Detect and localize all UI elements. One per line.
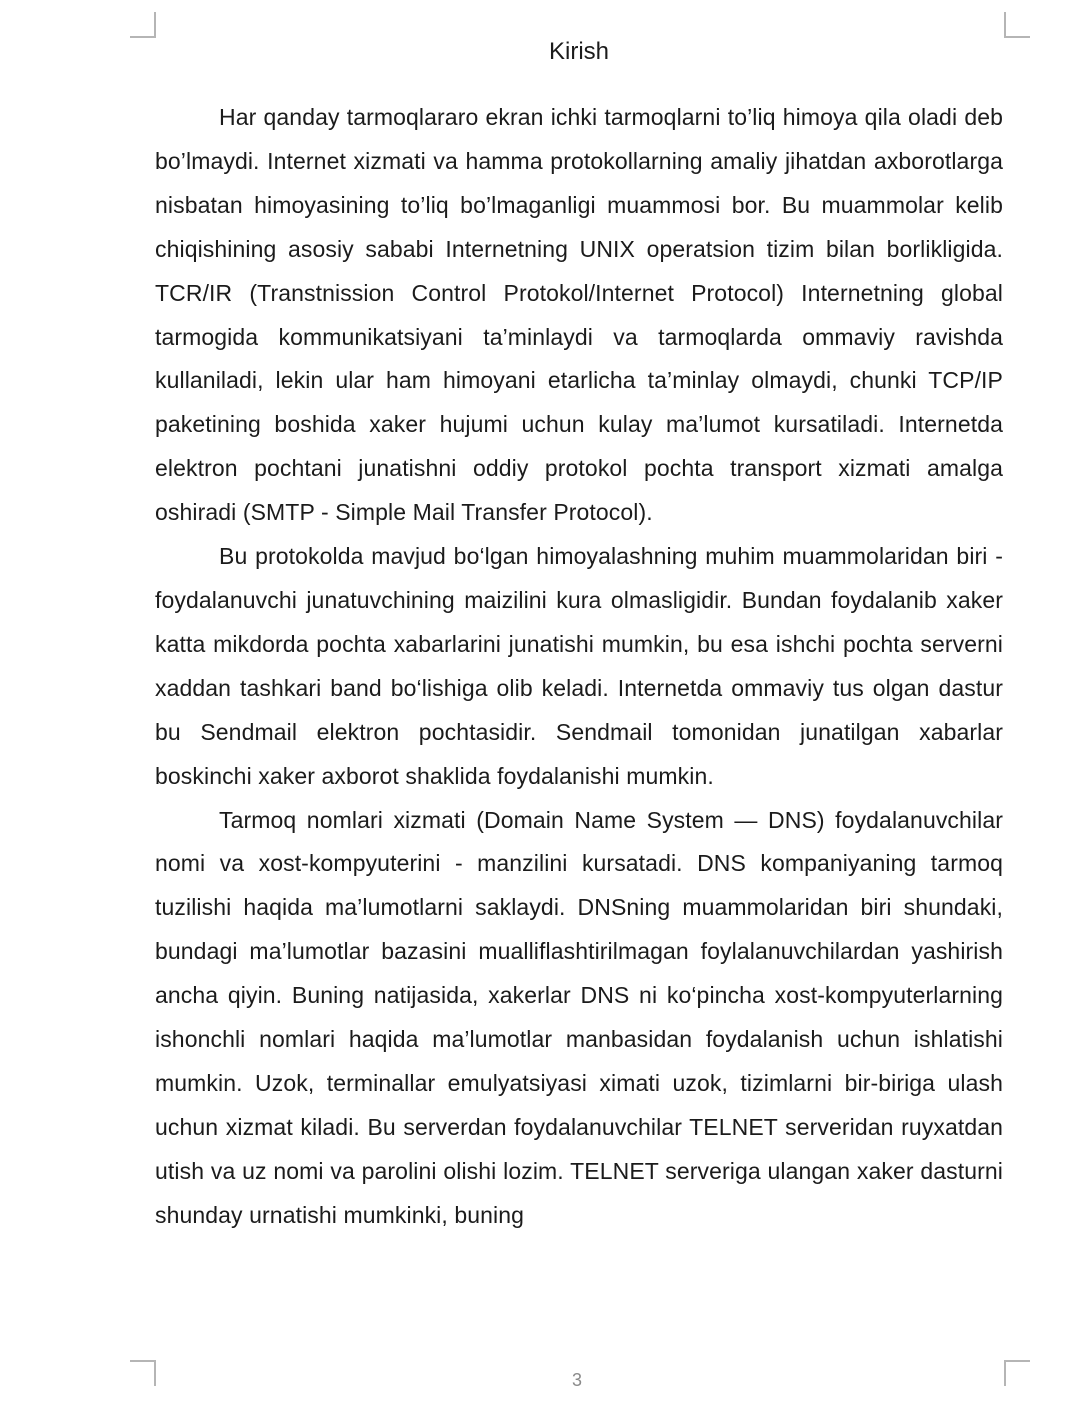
body-text [155, 96, 1003, 1358]
paragraph-2: Bu protokolda mavjud bo‘lgan himoyalashning muhim muammolaridan biri - foydalanuvchi junatuvchining maizilini kura olmasligidir. Bundan foydalanib xaker katta mikdorda pochta xabarlarini junatishi mumkin, bu esa ishchi pochta serverni xaddan tashkari band bo‘lishiga olib keladi. Internetda ommaviy tus olgan dastur bu Sendmail elektron pochtasidir. Sendmail tomonidan junatilgan xabarlar boskinchi xaker axborot shaklida foydalanishi mumkin. [155, 543, 1003, 789]
paragraph-1: Har qanday tarmoqlararo ekran ichki tarmoqlarni to’liq himoya qila oladi deb bo’lmaydi. Internet xizmati va hamma protokollarning amaliy jihatdan axborotlarga nisbatan himoyasining to’liq bo’lmaganligi muammosi bor. Bu muammolar kelib chiqishining asosiy sababi Internetning UNIX operatsion tizim bilan borlikligida. TCR/IR (Transtnission Control Protokol/Internet Protocol) Internetning global tarmogida kommunikatsiyani ta’minlaydi va tarmoqlarda ommaviy ravishda kullaniladi, lekin ular ham himoyani etarlicha ta’minlay olmaydi, chunki TCP/IP paketining boshida xaker hujumi uchun kulay ma’lumot kursatiladi. Internetda elektron pochtani junatishni oddiy protokol pochta transport xizmati amalga oshiradi (SMTP - Simple Mail Transfer Protocol). [155, 104, 1003, 526]
page-title: Kirish [548, 38, 609, 65]
page-number: 3 [571, 1370, 582, 1390]
paragraph-3: Tarmoq nomlari xizmati (Domain Name System — DNS) foydalanuvchilar nomi va xost-kompyuterini - manzilini kursatadi. DNS kompaniyaning tarmoq tuzilishi haqida ma’lumotlarni saklaydi. DNSning muammolaridan biri shundaki, bundagi ma’lumotlar bazasini mualliflashtirilmagan foylalanuvchilardan yashirish ancha qiyin. Buning natijasida, xakerlar DNS ni ko‘pincha xost-kompyuterlarning ishonchli nomlari haqida ma’lumotlar manbasidan foydalanish uchun ishlatishi mumkin. Uzok, terminallar emulyatsiyasi ximati uzok, tizimlarni bir-biriga ulash uchun xizmat kiladi. Bu serverdan foydalanuvchilar TELNET serveridan ruyxatdan utish va uz nomi va parolini olishi lozim. TELNET serveriga ulangan xaker dasturni shunday urnatishi mumkinki, buning [155, 806, 1003, 1228]
crop-mark-top-left [130, 12, 156, 38]
crop-mark-top-right [1004, 12, 1030, 38]
